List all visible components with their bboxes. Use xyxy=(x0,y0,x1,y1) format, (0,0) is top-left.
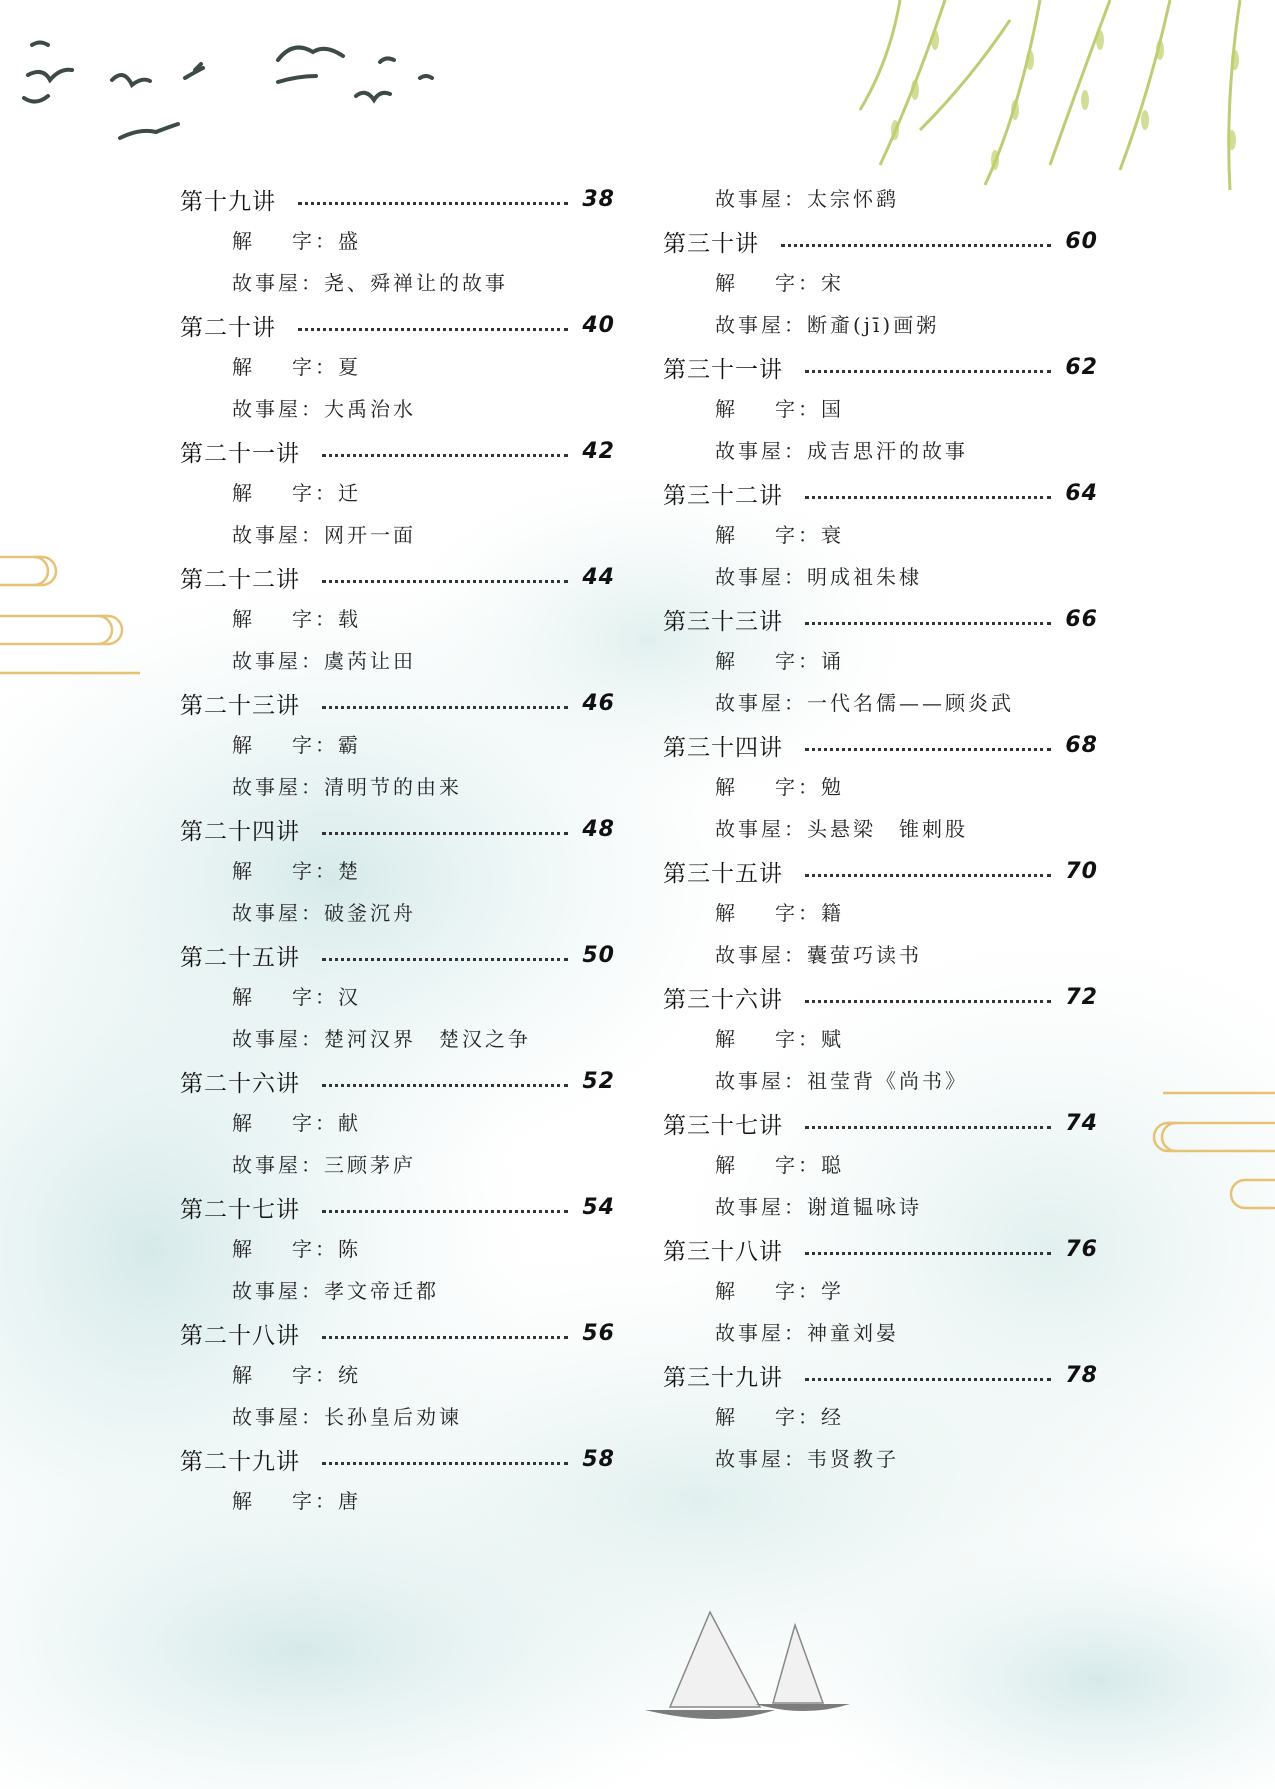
character-line xyxy=(663,892,1098,934)
toc-entry xyxy=(663,850,1098,976)
toc-entry xyxy=(180,430,615,556)
story-label: 故事屋： xyxy=(715,439,807,463)
character: 学 xyxy=(821,1279,844,1303)
story-label: 故事屋： xyxy=(232,775,324,799)
story-title: 谢道韫咏诗 xyxy=(807,1195,922,1219)
story-title: 祖莹背《尚书》 xyxy=(807,1069,968,1093)
leader-dots xyxy=(805,496,1051,499)
story-line xyxy=(180,892,615,934)
character: 统 xyxy=(338,1363,361,1387)
character-line xyxy=(180,598,615,640)
story-line xyxy=(180,262,615,304)
character-line xyxy=(663,1018,1098,1060)
leader-dots xyxy=(322,1210,568,1213)
lecture-heading[interactable] xyxy=(180,682,615,724)
character-line xyxy=(180,1354,615,1396)
story-label: 故事屋： xyxy=(715,565,807,589)
story-label: 故事屋： xyxy=(232,1027,324,1051)
page-number: 70 xyxy=(1065,858,1098,884)
character: 衰 xyxy=(821,523,844,547)
leader-dots xyxy=(322,1336,568,1339)
lecture-title: 第三十一讲 xyxy=(663,356,783,383)
leader-dots xyxy=(322,958,568,961)
leader-dots xyxy=(322,1084,568,1087)
jie-label: 解 xyxy=(715,1279,738,1303)
zi-label: 字： xyxy=(292,859,338,883)
zi-label: 字： xyxy=(775,775,821,799)
toc-entry xyxy=(663,1102,1098,1228)
lecture-heading[interactable] xyxy=(180,808,615,850)
jie-label: 解 xyxy=(715,901,738,925)
jie-label: 解 xyxy=(232,481,255,505)
character: 夏 xyxy=(338,355,361,379)
jie-label: 解 xyxy=(232,1111,255,1135)
zi-label: 字： xyxy=(775,1405,821,1429)
jie-label: 解 xyxy=(232,859,255,883)
story-title: 楚河汉界 楚汉之争 xyxy=(324,1027,531,1051)
leader-dots xyxy=(781,244,1051,247)
story-line xyxy=(663,1312,1098,1354)
story-title: 破釜沉舟 xyxy=(324,901,416,925)
story-label: 故事屋： xyxy=(715,1069,807,1093)
character-line xyxy=(663,1396,1098,1438)
character-line xyxy=(180,1480,615,1522)
jie-label: 解 xyxy=(232,1363,255,1387)
jie-label: 解 xyxy=(232,355,255,379)
lecture-heading[interactable] xyxy=(663,1228,1098,1270)
jie-label: 解 xyxy=(232,733,255,757)
story-line xyxy=(180,640,615,682)
character: 汉 xyxy=(338,985,361,1009)
story-label: 故事屋： xyxy=(232,649,324,673)
story-line xyxy=(663,1060,1098,1102)
toc-entry xyxy=(180,808,615,934)
story-line xyxy=(663,1186,1098,1228)
story-title: 头悬梁 锥刺股 xyxy=(807,817,968,841)
toc-entry xyxy=(663,1228,1098,1354)
story-label: 故事屋： xyxy=(232,901,324,925)
zi-label: 字： xyxy=(292,607,338,631)
character: 经 xyxy=(821,1405,844,1429)
story-title: 三顾茅庐 xyxy=(324,1153,416,1177)
leader-dots xyxy=(805,370,1051,373)
character: 唐 xyxy=(338,1489,361,1513)
toc-entry xyxy=(663,976,1098,1102)
character-line xyxy=(663,1270,1098,1312)
leader-dots xyxy=(298,328,568,331)
story-title: 囊萤巧读书 xyxy=(807,943,922,967)
story-label: 故事屋： xyxy=(715,1195,807,1219)
toc-entry xyxy=(663,598,1098,724)
story-title: 韦贤教子 xyxy=(807,1447,899,1471)
page-number: 58 xyxy=(582,1446,615,1472)
character: 勉 xyxy=(821,775,844,799)
story-line xyxy=(663,178,1098,220)
story-title: 一代名儒——顾炎武 xyxy=(807,691,1014,715)
toc-entry xyxy=(180,1186,615,1312)
leader-dots xyxy=(805,1126,1051,1129)
leader-dots xyxy=(805,748,1051,751)
leader-dots xyxy=(322,706,568,709)
toc-entry xyxy=(663,346,1098,472)
character-line xyxy=(180,1102,615,1144)
character-line xyxy=(663,262,1098,304)
story-line xyxy=(663,682,1098,724)
lecture-title: 第二十一讲 xyxy=(180,440,300,467)
leader-dots xyxy=(322,454,568,457)
leader-dots xyxy=(298,202,568,205)
lecture-heading[interactable] xyxy=(180,1060,615,1102)
page-number: 50 xyxy=(582,942,615,968)
character-line xyxy=(663,514,1098,556)
zi-label: 字： xyxy=(292,1237,338,1261)
jie-label: 解 xyxy=(715,1153,738,1177)
character: 籍 xyxy=(821,901,844,925)
character: 国 xyxy=(821,397,844,421)
toc-entry xyxy=(663,724,1098,850)
page-number: 40 xyxy=(582,312,615,338)
story-label: 故事屋： xyxy=(715,1447,807,1471)
lecture-title: 第三十七讲 xyxy=(663,1112,783,1139)
page-number: 38 xyxy=(582,186,615,212)
lecture-title: 第三十二讲 xyxy=(663,482,783,509)
leader-dots xyxy=(322,1462,568,1465)
character: 聪 xyxy=(821,1153,844,1177)
character: 诵 xyxy=(821,649,844,673)
lecture-heading[interactable] xyxy=(180,1186,615,1228)
story-label: 故事屋： xyxy=(715,187,807,211)
story-label: 故事屋： xyxy=(715,313,807,337)
jie-label: 解 xyxy=(715,1405,738,1429)
toc-entry xyxy=(180,1060,615,1186)
page-number: 68 xyxy=(1065,732,1098,758)
zi-label: 字： xyxy=(775,1279,821,1303)
page-number: 56 xyxy=(582,1320,615,1346)
story-line xyxy=(180,766,615,808)
lecture-title: 第二十九讲 xyxy=(180,1448,300,1475)
story-title: 尧、舜禅让的故事 xyxy=(324,271,508,295)
lecture-title: 第三十四讲 xyxy=(663,734,783,761)
leader-dots xyxy=(805,1378,1051,1381)
story-label: 故事屋： xyxy=(232,1279,324,1303)
jie-label: 解 xyxy=(715,775,738,799)
story-title: 虞芮让田 xyxy=(324,649,416,673)
page-number: 72 xyxy=(1065,984,1098,1010)
zi-label: 字： xyxy=(292,229,338,253)
story-label: 故事屋： xyxy=(715,817,807,841)
zi-label: 字： xyxy=(775,523,821,547)
jie-label: 解 xyxy=(232,985,255,1009)
character-line xyxy=(180,472,615,514)
character-line xyxy=(180,1228,615,1270)
page-number: 64 xyxy=(1065,480,1098,506)
lecture-title: 第二十三讲 xyxy=(180,692,300,719)
lecture-heading[interactable] xyxy=(180,556,615,598)
character-line xyxy=(663,766,1098,808)
zi-label: 字： xyxy=(775,1027,821,1051)
jie-label: 解 xyxy=(715,1027,738,1051)
page-number: 74 xyxy=(1065,1110,1098,1136)
jie-label: 解 xyxy=(232,1489,255,1513)
leader-dots xyxy=(322,832,568,835)
story-label: 故事屋： xyxy=(232,523,324,547)
birds-illustration xyxy=(24,43,432,139)
character-line xyxy=(663,1144,1098,1186)
story-label: 故事屋： xyxy=(715,1321,807,1345)
lecture-title: 第二十五讲 xyxy=(180,944,300,971)
toc-left-column xyxy=(180,178,615,1522)
character: 楚 xyxy=(338,859,361,883)
lecture-title: 第三十九讲 xyxy=(663,1364,783,1391)
story-title: 大禹治水 xyxy=(324,397,416,421)
toc-entry xyxy=(663,220,1098,346)
jie-label: 解 xyxy=(232,229,255,253)
story-line xyxy=(663,808,1098,850)
lecture-title: 第二十六讲 xyxy=(180,1070,300,1097)
page-number: 42 xyxy=(582,438,615,464)
zi-label: 字： xyxy=(292,355,338,379)
story-title: 断齑(jī)画粥 xyxy=(807,313,940,337)
zi-label: 字： xyxy=(292,1489,338,1513)
page-number: 66 xyxy=(1065,606,1098,632)
toc-entry xyxy=(180,934,615,1060)
willow-leaves xyxy=(891,30,1239,170)
lecture-heading[interactable] xyxy=(180,430,615,472)
jie-label: 解 xyxy=(715,397,738,421)
character: 盛 xyxy=(338,229,361,253)
toc-entry xyxy=(180,178,615,304)
zi-label: 字： xyxy=(292,985,338,1009)
character-line xyxy=(663,640,1098,682)
jie-label: 解 xyxy=(715,649,738,673)
lecture-title: 第二十四讲 xyxy=(180,818,300,845)
character: 载 xyxy=(338,607,361,631)
character: 迁 xyxy=(338,481,361,505)
leader-dots xyxy=(805,874,1051,877)
story-line xyxy=(180,1144,615,1186)
story-label: 故事屋： xyxy=(232,1153,324,1177)
zi-label: 字： xyxy=(775,1153,821,1177)
character: 赋 xyxy=(821,1027,844,1051)
toc-entry xyxy=(180,556,615,682)
story-line xyxy=(663,304,1098,346)
lecture-heading[interactable] xyxy=(663,976,1098,1018)
character: 陈 xyxy=(338,1237,361,1261)
jie-label: 解 xyxy=(232,1237,255,1261)
page-number: 46 xyxy=(582,690,615,716)
lecture-title: 第二十二讲 xyxy=(180,566,300,593)
toc-right-column xyxy=(663,178,1098,1480)
character-line xyxy=(663,388,1098,430)
lecture-heading[interactable] xyxy=(180,1438,615,1480)
story-title: 明成祖朱棣 xyxy=(807,565,922,589)
toc-entry xyxy=(663,1354,1098,1480)
lecture-heading[interactable] xyxy=(180,934,615,976)
leader-dots xyxy=(805,1252,1051,1255)
toc-entry xyxy=(663,472,1098,598)
lecture-title: 第三十六讲 xyxy=(663,986,783,1013)
story-line xyxy=(180,1270,615,1312)
story-line xyxy=(180,514,615,556)
story-title: 网开一面 xyxy=(324,523,416,547)
zi-label: 字： xyxy=(292,1111,338,1135)
jie-label: 解 xyxy=(715,271,738,295)
lecture-heading[interactable] xyxy=(663,346,1098,388)
story-line xyxy=(663,430,1098,472)
lecture-title: 第二十八讲 xyxy=(180,1322,300,1349)
story-title: 太宗怀鹞 xyxy=(807,187,899,211)
lecture-heading[interactable] xyxy=(663,598,1098,640)
page-number: 62 xyxy=(1065,354,1098,380)
story-label: 故事屋： xyxy=(715,943,807,967)
story-label: 故事屋： xyxy=(232,397,324,421)
story-label: 故事屋： xyxy=(715,691,807,715)
toc-entry xyxy=(180,1438,615,1522)
zi-label: 字： xyxy=(292,733,338,757)
story-line xyxy=(663,556,1098,598)
lecture-title: 第三十讲 xyxy=(663,230,759,257)
lecture-heading[interactable] xyxy=(663,1102,1098,1144)
leader-dots xyxy=(322,580,568,583)
story-line xyxy=(180,388,615,430)
story-label: 故事屋： xyxy=(232,271,324,295)
page-number: 60 xyxy=(1065,228,1098,254)
story-title: 孝文帝迁都 xyxy=(324,1279,439,1303)
zi-label: 字： xyxy=(775,649,821,673)
page-number: 76 xyxy=(1065,1236,1098,1262)
page-number: 52 xyxy=(582,1068,615,1094)
story-line xyxy=(180,1396,615,1438)
lecture-heading[interactable] xyxy=(663,724,1098,766)
zi-label: 字： xyxy=(775,901,821,925)
zi-label: 字： xyxy=(775,397,821,421)
page-number: 78 xyxy=(1065,1362,1098,1388)
story-title: 神童刘晏 xyxy=(807,1321,899,1345)
character: 霸 xyxy=(338,733,361,757)
page-number: 48 xyxy=(582,816,615,842)
character-line xyxy=(180,976,615,1018)
story-line xyxy=(663,934,1098,976)
character-line xyxy=(180,850,615,892)
lecture-heading[interactable] xyxy=(180,1312,615,1354)
character-line xyxy=(180,346,615,388)
lecture-heading[interactable] xyxy=(663,850,1098,892)
jie-label: 解 xyxy=(715,523,738,547)
character-line xyxy=(180,220,615,262)
story-title: 成吉思汗的故事 xyxy=(807,439,968,463)
zi-label: 字： xyxy=(292,481,338,505)
lecture-title: 第二十七讲 xyxy=(180,1196,300,1223)
story-label: 故事屋： xyxy=(232,1405,324,1429)
lecture-heading[interactable] xyxy=(663,220,1098,262)
lecture-title: 第三十三讲 xyxy=(663,608,783,635)
lecture-heading[interactable] xyxy=(180,178,615,220)
zi-label: 字： xyxy=(775,271,821,295)
lecture-title: 第三十五讲 xyxy=(663,860,783,887)
story-line xyxy=(180,1018,615,1060)
page-number: 44 xyxy=(582,564,615,590)
toc-entry xyxy=(180,682,615,808)
lecture-title: 第三十八讲 xyxy=(663,1238,783,1265)
toc-entry xyxy=(180,1312,615,1438)
story-title: 清明节的由来 xyxy=(324,775,462,799)
lecture-title: 第十九讲 xyxy=(180,188,276,215)
lecture-heading[interactable] xyxy=(663,1354,1098,1396)
jie-label: 解 xyxy=(232,607,255,631)
character: 献 xyxy=(338,1111,361,1135)
toc-entry xyxy=(180,304,615,430)
leader-dots xyxy=(805,1000,1051,1003)
zi-label: 字： xyxy=(292,1363,338,1387)
character: 宋 xyxy=(821,271,844,295)
page-number: 54 xyxy=(582,1194,615,1220)
leader-dots xyxy=(805,622,1051,625)
character-line xyxy=(180,724,615,766)
lecture-title: 第二十讲 xyxy=(180,314,276,341)
story-line xyxy=(663,1438,1098,1480)
lecture-heading[interactable] xyxy=(180,304,615,346)
story-title: 长孙皇后劝谏 xyxy=(324,1405,462,1429)
lecture-heading[interactable] xyxy=(663,472,1098,514)
